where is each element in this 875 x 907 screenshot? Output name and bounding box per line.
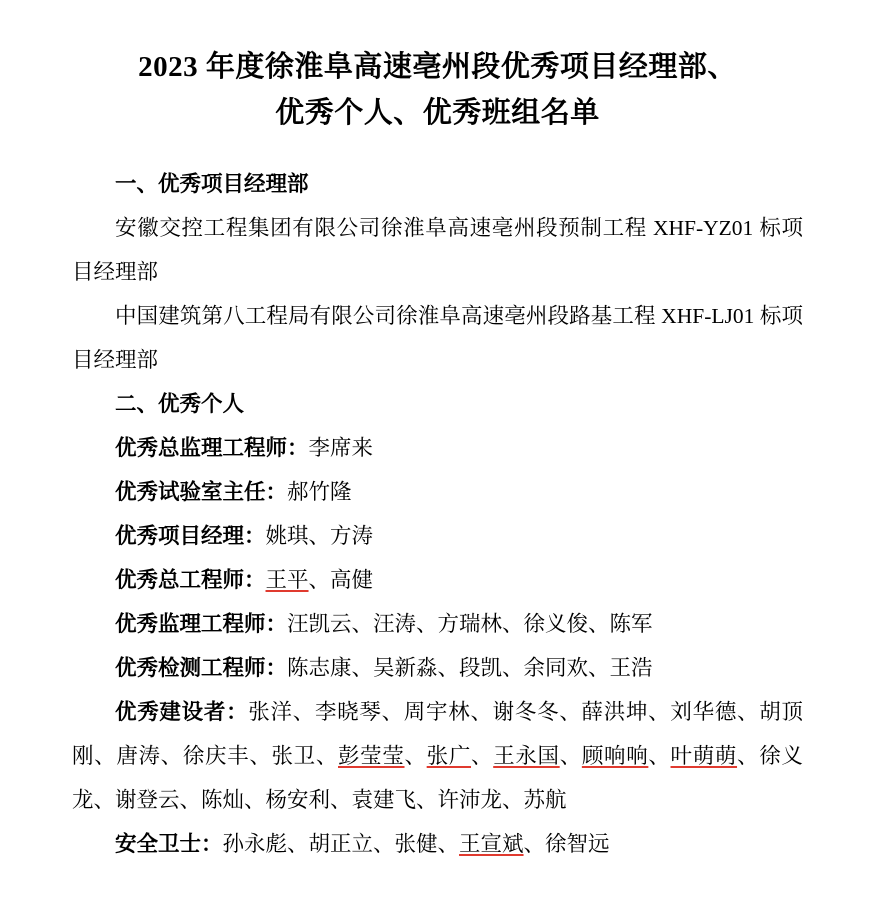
page-title — [72, 44, 803, 136]
page-title-line-2: 优秀个人、优秀班组名单 — [275, 97, 600, 129]
guard-names-part-1: 孙永彪、胡正立、张健、 — [222, 832, 460, 856]
entry-project-manager — [72, 514, 803, 558]
section-heading-2: 二、优秀个人 — [115, 392, 245, 416]
entry-chief-engineer-names: 、高健 — [308, 568, 374, 592]
entry-supervision-engineer — [72, 602, 803, 646]
entry-chief-engineer-name-underlined: 王平 — [265, 568, 309, 592]
page-title-line-1: 2023 年度徐淮阜高速亳州段优秀项目经理部、 — [138, 51, 737, 83]
entry-project-manager-label: 优秀项目经理： — [115, 524, 266, 548]
document-body — [72, 162, 803, 866]
entry-outstanding-builders-label: 优秀建设者： — [115, 700, 249, 724]
entry-supervision-engineer-names: 汪凯云、汪涛、方瑞林、徐义俊、陈军 — [287, 612, 653, 636]
guard-name-underlined-1: 王宣斌 — [459, 832, 524, 856]
section-1-paragraph-1: 安徽交控工程集团有限公司徐淮阜高速亳州段预制工程 XHF-YZ01 标项目经理部 — [72, 216, 803, 284]
entry-outstanding-builders — [72, 690, 803, 822]
entry-chief-engineer — [72, 558, 803, 602]
builders-separator-4: 、 — [648, 744, 671, 768]
builder-name-underlined-5: 叶萌萌 — [670, 744, 738, 768]
section-1-paragraph-2: 中国建筑第八工程局有限公司徐淮阜高速亳州段路基工程 XHF-LJ01 标项目经理部 — [72, 304, 803, 372]
builders-separator-2: 、 — [471, 744, 494, 768]
builders-separator-3: 、 — [559, 744, 582, 768]
entry-lab-director — [72, 470, 803, 514]
builder-name-underlined-1: 彭莹莹 — [338, 744, 405, 768]
section-heading-1: 一、优秀项目经理部 — [115, 172, 309, 196]
builders-names-part-1: 张洋、李晓琴、周宇林、谢冬冬、薛洪坤、刘华德、胡顶刚、唐涛、徐庆丰、张卫、 — [72, 700, 803, 768]
guard-names-part-2: 、徐智远 — [523, 832, 610, 856]
entry-chief-supervisor — [72, 426, 803, 470]
builder-name-underlined-4: 顾响响 — [581, 744, 649, 768]
builder-name-underlined-3: 王永国 — [493, 744, 560, 768]
entry-safety-guard — [72, 822, 803, 866]
entry-project-manager-names: 姚琪、方涛 — [265, 524, 374, 548]
entry-lab-director-names: 郝竹隆 — [287, 480, 352, 504]
entry-testing-engineer — [72, 646, 803, 690]
entry-testing-engineer-label: 优秀检测工程师： — [115, 656, 288, 680]
entry-chief-supervisor-label: 优秀总监理工程师： — [115, 436, 309, 460]
entry-chief-supervisor-names: 李席来 — [308, 436, 374, 460]
entry-chief-engineer-label: 优秀总工程师： — [115, 568, 266, 592]
builder-name-underlined-2: 张广 — [426, 744, 472, 768]
builders-names-part-2: 、徐义龙、谢登云、陈灿、杨安利、袁建飞、许沛龙、苏航 — [72, 744, 803, 812]
entry-testing-engineer-names: 陈志康、吴新淼、段凯、余同欢、王浩 — [287, 656, 653, 680]
entry-lab-director-label: 优秀试验室主任： — [115, 480, 288, 504]
entry-safety-guard-label: 安全卫士： — [115, 832, 223, 856]
builders-separator-1: 、 — [404, 744, 427, 768]
entry-supervision-engineer-label: 优秀监理工程师： — [115, 612, 288, 636]
